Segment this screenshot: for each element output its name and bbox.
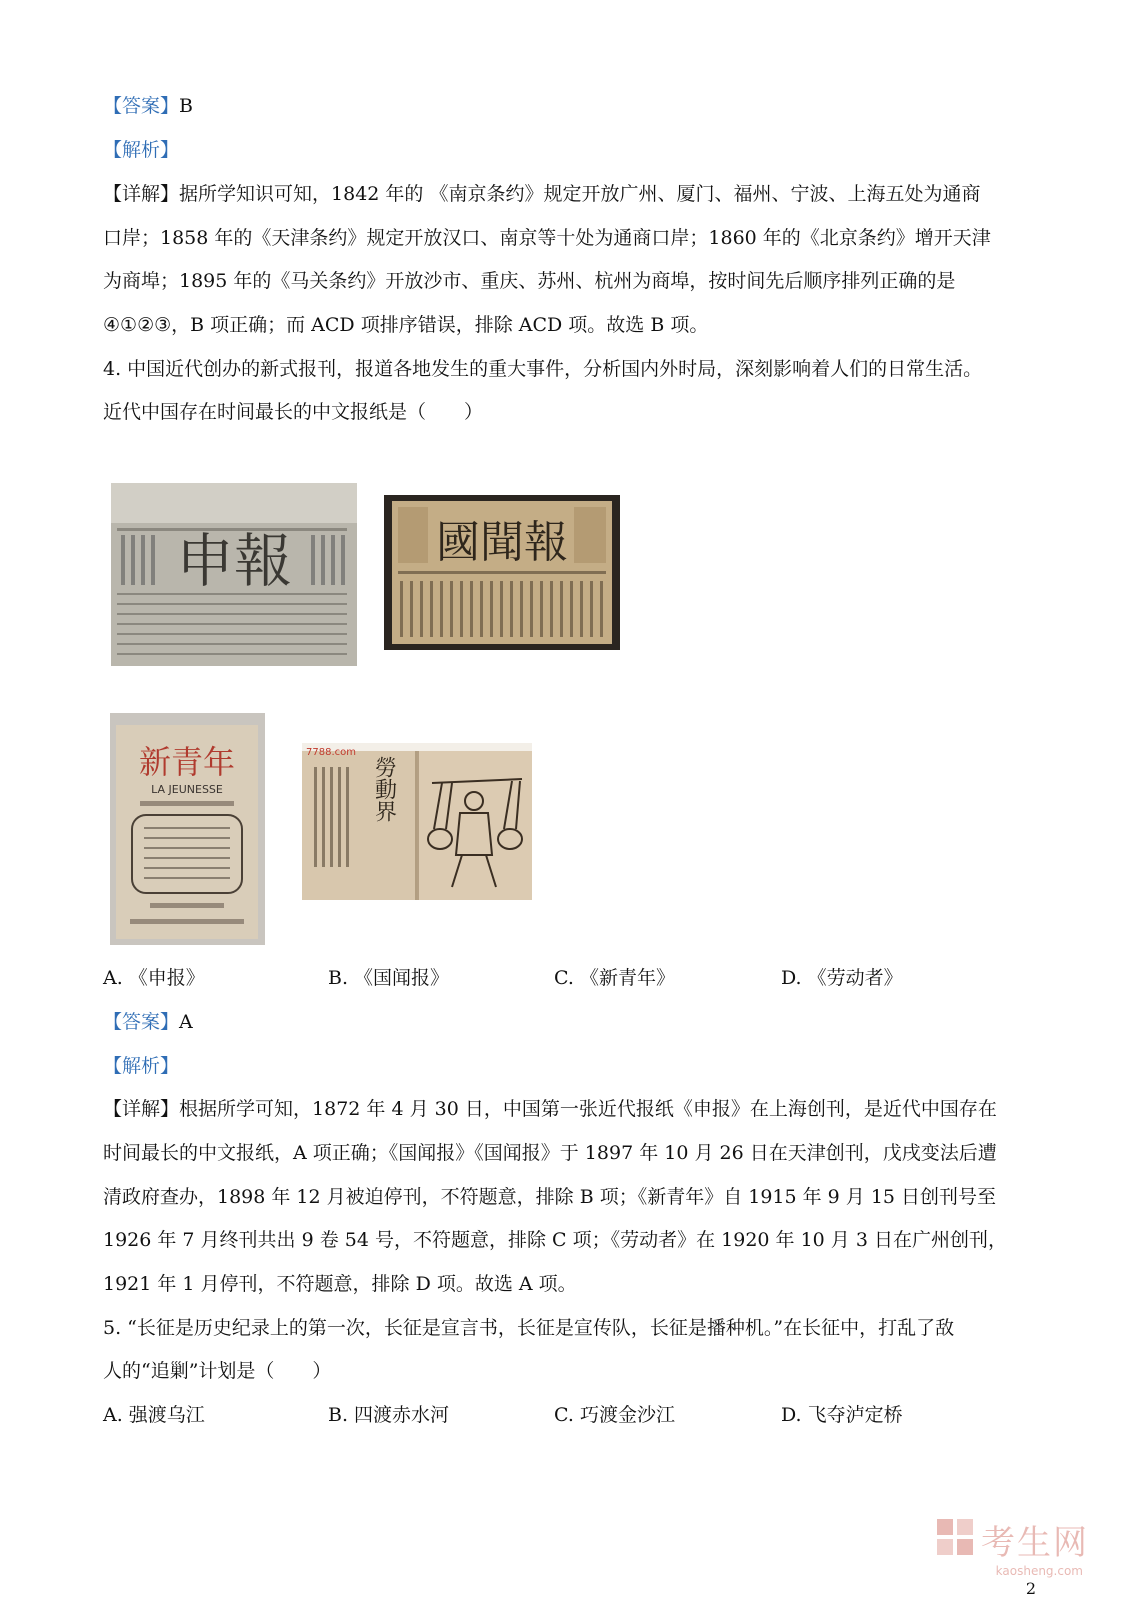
- q3-detail-line-1: [103, 181, 980, 207]
- shenbao-title: 申報: [175, 527, 293, 595]
- q4-detail-line-2: 时间最长的中文报纸，A 项正确；《国闻报》《国闻报》于 1897 年 10 月 26 日在天津创刊，戊戌变法后遭: [103, 1142, 997, 1164]
- watermark-domain: kaosheng.com: [995, 1564, 1083, 1578]
- q3-answer: [103, 93, 193, 119]
- laodongjie-title: 勞動界: [371, 756, 397, 822]
- q4-option-b[interactable]: B. 《国闻报》: [328, 967, 450, 989]
- watermark: [935, 1515, 1089, 1564]
- page-number: 2: [1025, 1579, 1036, 1598]
- q4-detail-line-5: 1921 年 1 月停刊，不符题意，排除 D 项。故选 A 项。: [103, 1273, 577, 1295]
- guowenbao-title: 國聞報: [436, 517, 568, 568]
- q4-detail-line-3: 清政府查办，1898 年 12 月被迫停刊，不符题意，排除 B 项；《新青年》自 1915 年 9 月 15 日创刊号至: [103, 1186, 997, 1208]
- detail-tag: 【详解】: [103, 183, 180, 205]
- detail-text: 据所学知识可知，1842 年的 《南京条约》规定开放广州、厦门、福州、宁波、上海五处为通商: [179, 183, 981, 205]
- analysis-tag: 【解析】: [103, 1055, 180, 1077]
- xinqingnian-subtitle: LA JEUNESSE: [151, 783, 223, 796]
- xinqingnian-title: 新青年: [138, 743, 236, 781]
- q5-option-c[interactable]: C. 巧渡金沙江: [554, 1404, 675, 1426]
- q4-stem-line-1: 4. 中国近代创办的新式报刊，报道各地发生的重大事件，分析国内外时局，深刻影响着人们的日常生活。: [103, 358, 983, 380]
- detail-text: 根据所学可知，1872 年 4 月 30 日，中国第一张近代报纸《申报》在上海创刊，是近代中国存在: [179, 1098, 997, 1120]
- q5-option-d[interactable]: D. 飞夺泸定桥: [781, 1404, 903, 1426]
- answer-tag: 【答案】: [103, 1011, 180, 1033]
- answer-tag: 【答案】: [103, 95, 180, 117]
- analysis-tag: 【解析】: [103, 139, 180, 161]
- q4-option-a[interactable]: A. 《申报》: [103, 967, 205, 989]
- q4-answer: [103, 1009, 193, 1035]
- q4-option-c[interactable]: C. 《新青年》: [554, 967, 675, 989]
- xinqingnian-photo: [110, 713, 265, 945]
- q4-stem-line-2: 近代中国存在时间最长的中文报纸是（ ）: [103, 401, 484, 423]
- shenbao-photo: [111, 483, 357, 666]
- q4-detail-line-1: [103, 1096, 997, 1122]
- answer-value: A: [179, 1011, 193, 1033]
- q3-detail-line-2: 口岸；1858 年的《天津条约》规定开放汉口、南京等十处为通商口岸；1860 年的《北京条约》增开天津: [103, 227, 991, 249]
- q5-stem-line-2: 人的“追剿”计划是（ ）: [103, 1360, 332, 1382]
- q4-option-d[interactable]: D. 《劳动者》: [781, 967, 903, 989]
- q4-analysis: [103, 1053, 179, 1079]
- q3-detail-line-4: ④①②③，B 项正确；而 ACD 项排序错误，排除 ACD 项。故选 B 项。: [103, 314, 709, 336]
- detail-tag: 【详解】: [103, 1098, 180, 1120]
- q3-detail-line-3: 为商埠；1895 年的《马关条约》开放沙市、重庆、苏州、杭州为商埠，按时间先后顺序排列正确的是: [103, 270, 956, 292]
- q5-option-a[interactable]: A. 强渡乌江: [103, 1404, 205, 1426]
- laodongjie-photo: [302, 743, 532, 900]
- watermark-logo-icon: [935, 1517, 975, 1562]
- q4-detail-line-4: 1926 年 7 月终刊共出 9 卷 54 号，不符题意，排除 C 项；《劳动者》在 1920 年 10 月 3 日在广州创刊，: [103, 1229, 1007, 1251]
- q3-analysis: [103, 137, 179, 163]
- guowenbao-photo: [384, 495, 620, 650]
- q5-option-b[interactable]: B. 四渡赤水河: [328, 1404, 450, 1426]
- q5-stem-line-1: 5. “长征是历史纪录上的第一次，长征是宣言书，长征是宣传队，长征是播种机。”在长征中，打乱了敌: [103, 1317, 955, 1339]
- answer-value: B: [179, 95, 193, 117]
- laodongjie-site: 7788.com: [306, 747, 356, 758]
- watermark-text: 考生网: [981, 1523, 1089, 1563]
